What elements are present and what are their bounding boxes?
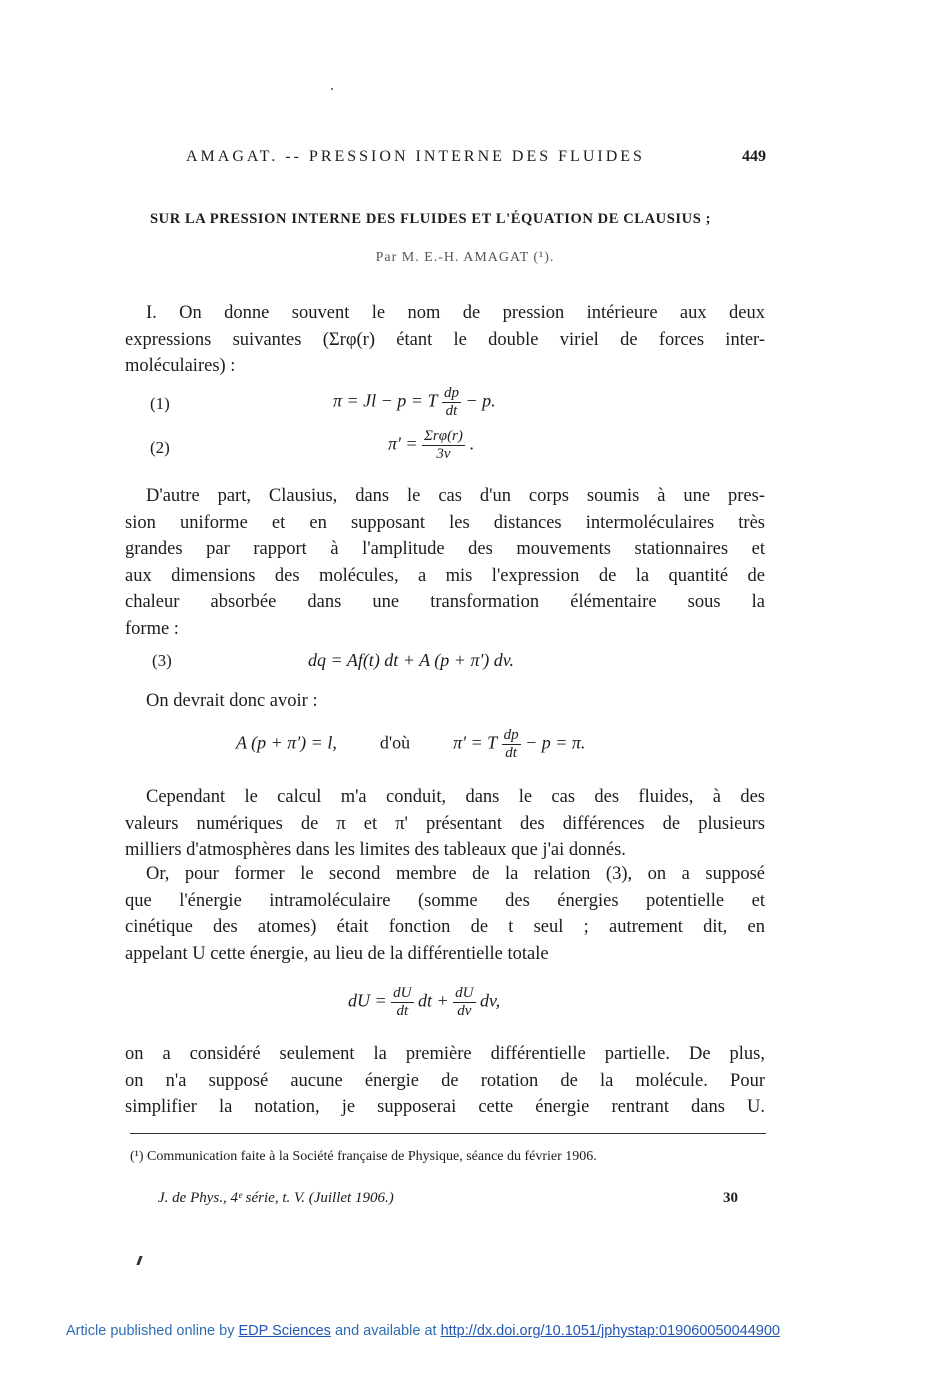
- equation-rhs: .: [469, 433, 474, 454]
- fraction: [442, 385, 461, 420]
- text-line: Cependant le calcul m'a conduit, dans le cas des fluides, à des: [146, 787, 765, 807]
- equation-rhs: dv,: [480, 990, 501, 1011]
- text-line: expressions suivantes (Σrφ(r) étant le double viriel de forces inter-: [125, 329, 765, 350]
- footnote: (¹) Communication faite à la Société française de Physique, séance du février 1906.: [130, 1149, 597, 1164]
- fraction-denominator: 3v: [436, 446, 451, 462]
- scan-mark: [136, 1256, 142, 1265]
- equation-rhs: − p.: [465, 390, 496, 411]
- footnote-divider: [130, 1133, 766, 1134]
- publisher-link[interactable]: EDP Sciences: [238, 1323, 331, 1339]
- equation-number: (1): [150, 394, 170, 413]
- equation-rhs: − p = π.: [525, 732, 586, 753]
- scan-speck: [331, 88, 333, 90]
- text-line: appelant U cette énergie, au lieu de la différentielle totale: [125, 943, 549, 964]
- text-line: sion uniforme et en supposant les distances intermoléculaires très: [125, 512, 765, 533]
- text-line: que l'énergie intramoléculaire (somme des énergies potentielle et: [125, 890, 765, 911]
- text-line: I. On donne souvent le nom de pression intérieure aux deux: [146, 303, 765, 323]
- fraction-numerator: dU: [393, 985, 412, 1001]
- journal-citation-line: [158, 1190, 738, 1207]
- banner-middle: and available at: [334, 1323, 437, 1339]
- publication-banner: [66, 1323, 866, 1339]
- text-line: Or, pour former le second membre de la relation (3), on a supposé: [146, 864, 765, 884]
- equation-number: (2): [150, 438, 170, 457]
- equation-number: (3): [152, 651, 172, 670]
- text-line: aux dimensions des molécules, a mis l'expression de la quantité de: [125, 565, 765, 586]
- text-line: On devrait donc avoir :: [146, 691, 318, 711]
- equation-connector: d'où: [379, 732, 411, 753]
- equation-5: [348, 985, 500, 1020]
- text-line: forme :: [125, 618, 179, 639]
- text-line: on n'a supposé aucune énergie de rotation de la molécule. Pour: [125, 1070, 765, 1091]
- paragraph-energy: [125, 861, 765, 967]
- doi-link[interactable]: http://dx.doi.org/10.1051/jphystap:019060050044900: [440, 1323, 780, 1339]
- equation-mid: dt +: [418, 990, 449, 1011]
- equation-lhs: π = Jl − p = T: [333, 390, 438, 411]
- paragraph-partial: [125, 1041, 765, 1121]
- running-header: [186, 148, 766, 166]
- sheet-number: 30: [723, 1190, 738, 1206]
- running-title: AMAGAT. -- PRESSION INTERNE DES FLUIDES: [186, 148, 645, 165]
- text-line: on a considéré seulement la première différentielle partielle. De plus,: [125, 1044, 765, 1064]
- journal-citation: J. de Phys., 4ᵉ série, t. V. (Juillet 1906.): [158, 1190, 394, 1206]
- fraction-numerator: dU: [455, 985, 474, 1001]
- fraction: [422, 428, 465, 463]
- text-line: chaleur absorbée dans une transformation élémentaire sous la: [125, 592, 765, 612]
- text-line: cinétique des atomes) était fonction de t seul ; autrement dit, en: [125, 917, 765, 937]
- equation-lhs: dU =: [348, 990, 387, 1011]
- fraction: [453, 985, 475, 1020]
- paragraph-intro: [125, 300, 765, 380]
- page-number: 449: [742, 148, 766, 165]
- paragraph-clausius: [125, 483, 765, 642]
- paragraph-calculation: [125, 784, 765, 864]
- equation-4: [236, 727, 585, 762]
- text-line: simplifier la notation, je supposerai cette énergie rentrant dans U.: [125, 1097, 765, 1117]
- fraction-denominator: dv: [457, 1003, 472, 1019]
- text-line: grandes par rapport à l'amplitude des mouvements stationnaires et: [125, 539, 765, 559]
- text-line: milliers d'atmosphères dans les limites des tableaux que j'ai donnés.: [125, 840, 626, 860]
- text-line: moléculaires) :: [125, 356, 236, 376]
- article-title: SUR LA PRESSION INTERNE DES FLUIDES ET L'ÉQUATION DE CLAUSIUS ;: [150, 211, 712, 227]
- fraction-numerator: dp: [503, 727, 519, 743]
- banner-prefix: Article published online by: [66, 1323, 235, 1339]
- fraction: [391, 985, 413, 1020]
- equation-1: [333, 385, 496, 420]
- fraction-numerator: dp: [443, 385, 459, 401]
- article-byline: Par M. E.-H. AMAGAT (¹).: [375, 250, 555, 265]
- equation-3: dq = Af(t) dt + A (p + π') dv.: [308, 650, 514, 670]
- fraction: [502, 727, 521, 762]
- paragraph-therefore: [125, 688, 765, 715]
- fraction-denominator: dt: [445, 403, 458, 419]
- fraction-numerator: Σrφ(r): [424, 428, 463, 444]
- fraction-denominator: dt: [396, 1003, 409, 1019]
- equation-lhs: π' =: [388, 433, 418, 454]
- equation-lhs: π' = T: [453, 732, 498, 753]
- equation-part: A (p + π') = l,: [236, 732, 337, 753]
- equation-2: [388, 428, 474, 463]
- text-line: D'autre part, Clausius, dans le cas d'un corps soumis à une pres-: [146, 486, 765, 506]
- text-line: valeurs numériques de π et π' présentant des différences de plusieurs: [125, 813, 765, 834]
- fraction-denominator: dt: [505, 745, 517, 761]
